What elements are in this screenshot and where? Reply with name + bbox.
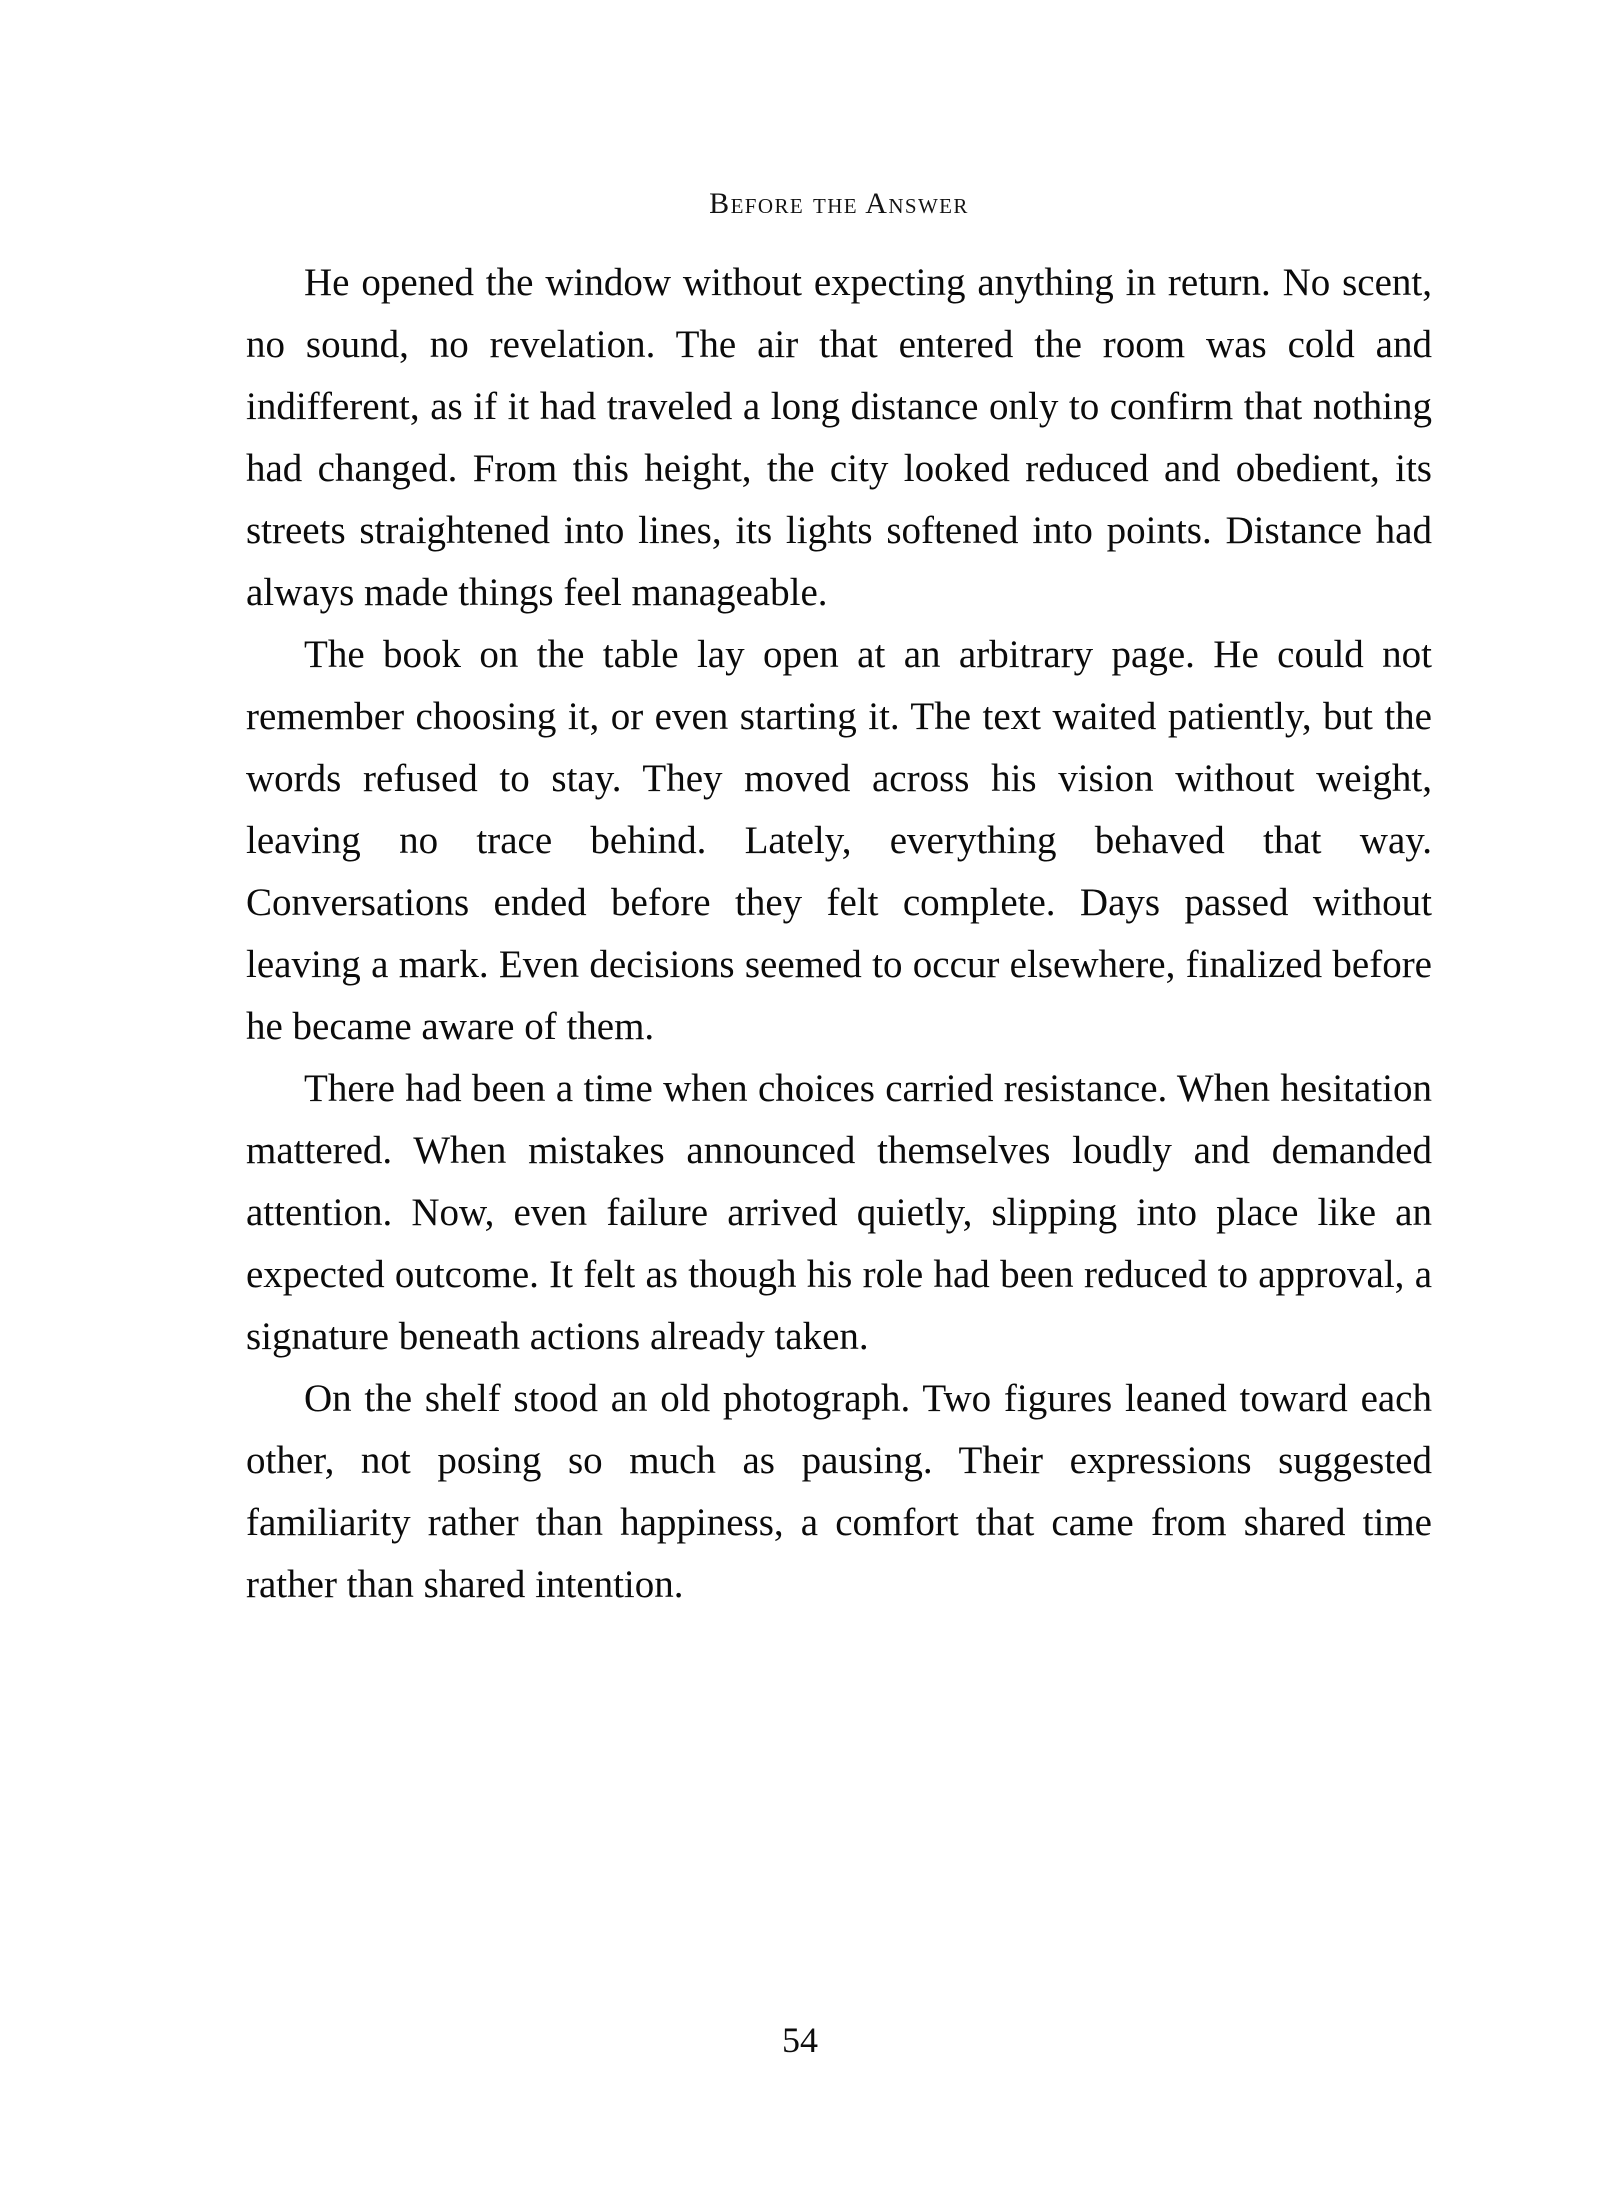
paragraph: On the shelf stood an old photograph. Two figures leaned toward each other, not posing so much as pausing. Their expressions suggested familiarity rather than happiness, a comfort that came from shared time rather than shared intention. <box>246 1377 1432 1606</box>
paragraph: He opened the window without expecting anything in return. No scent, no sound, no revelation. The air that entered the room was cold and indifferent, as if it had traveled a long distance only to confirm that nothing had changed. From this height, the city looked reduced and obedient, its streets straightened into lines, its lights softened into points. Distance had always made things feel manageable. <box>246 261 1432 614</box>
body-copy <box>246 252 1432 1616</box>
page-number: 54 <box>782 2020 818 2060</box>
paragraph: The book on the table lay open at an arbitrary page. He could not remember choosing it, or even starting it. The text waited patiently, but the words refused to stay. They moved across his vision without weight, leaving no trace behind. Lately, everything behaved that way. Conversations ended before they felt complete. Days passed without leaving a mark. Even decisions seemed to occur elsewhere, finalized before he became aware of them. <box>246 633 1432 1048</box>
running-head: Before the Answer <box>709 187 969 220</box>
text-block <box>246 186 1432 1616</box>
paragraph: There had been a time when choices carried resistance. When hesitation mattered. When mistakes announced themselves loudly and demanded attention. Now, even failure arrived quietly, slipping into place like an expected outcome. It felt as though his role had been reduced to approval, a signature beneath actions already taken. <box>246 1067 1432 1358</box>
